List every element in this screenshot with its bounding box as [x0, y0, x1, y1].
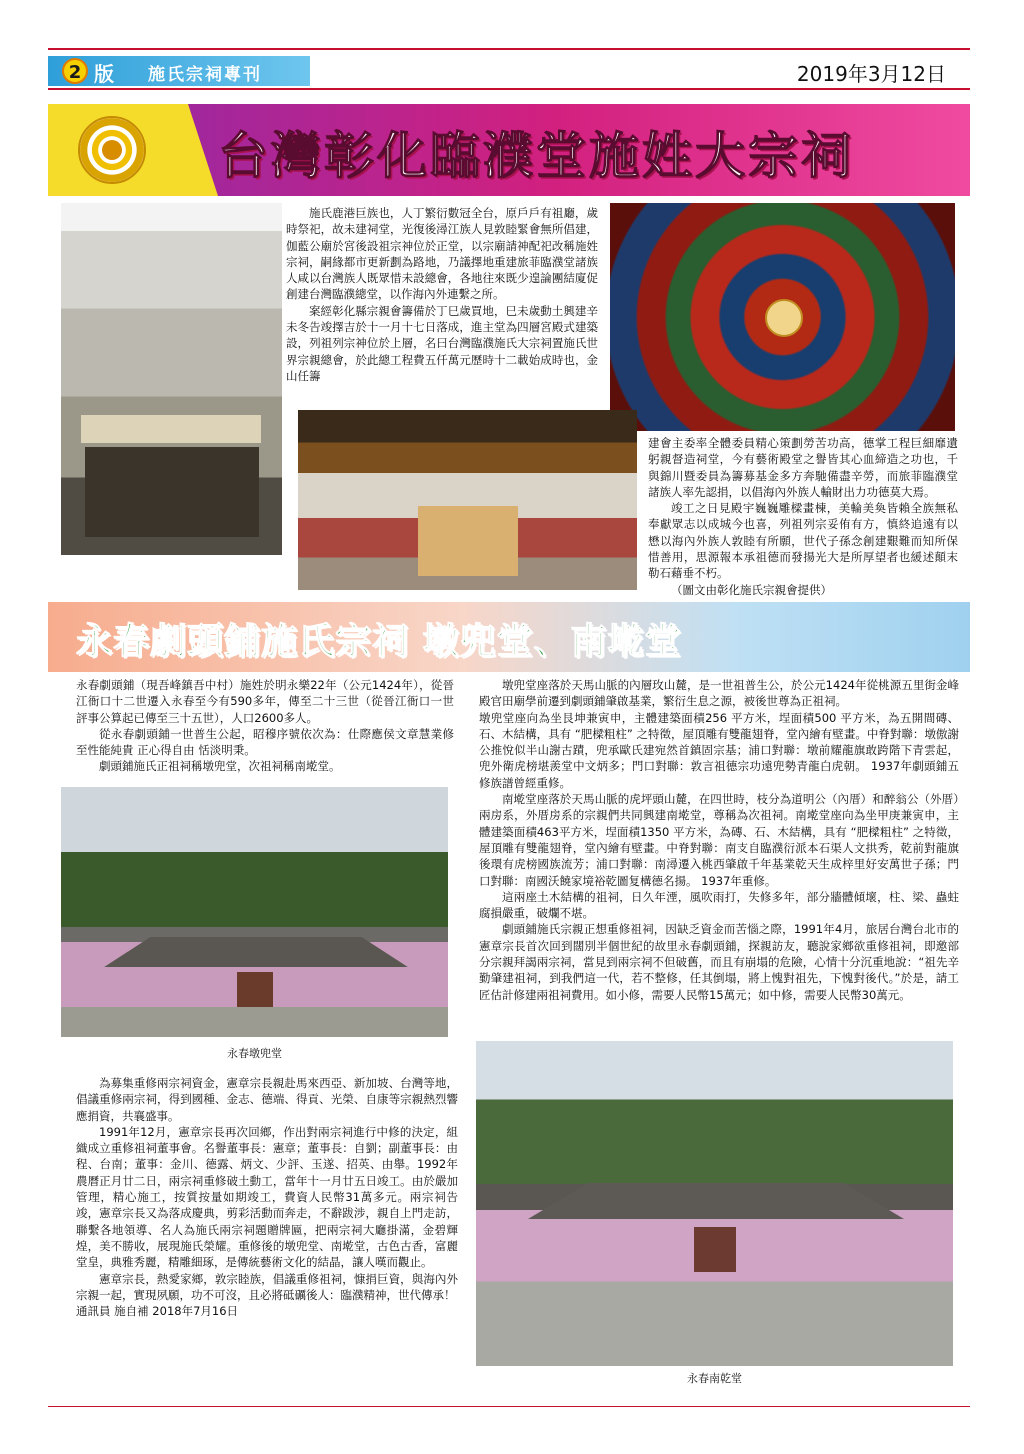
hall-interior-photo — [298, 410, 637, 590]
ceiling-medallion — [765, 299, 803, 337]
section1-banner — [48, 104, 970, 196]
section2-paragraph: 劇頭鋪施氏正祖祠稱墩兜堂，次祖祠稱南墘堂。 — [99, 759, 341, 774]
section2-right-column — [479, 677, 959, 1003]
clan-emblem-icon — [78, 116, 146, 184]
top-rule — [48, 48, 970, 50]
section1-text-column-2 — [648, 435, 958, 598]
article-signature: 通訊員 施自補 2018年7月16日 — [76, 1304, 239, 1319]
temple-roof — [516, 1183, 916, 1219]
page-number-badge: 2 — [62, 58, 88, 84]
section2-paragraph: 為募集重修兩宗祠資金，憲章宗長親赴馬來西亞、新加坡、台灣等地，倡議重修兩宗祠，得到國種、金志、德端、得貢、光榮、自康等宗親熱烈響應捐資，共襄盛事。 — [76, 1076, 458, 1123]
section2-left-body — [76, 1075, 458, 1319]
section2-left-intro — [76, 677, 454, 775]
section2-paragraph: 從永春劇頭鋪一世普生公起，昭穆序號依次為：仕際應侯文章慧業修 至性能純貴 正心得自由 恬淡明秉。 — [76, 726, 454, 758]
section1-text-column-1 — [286, 205, 598, 384]
section2-paragraph: 永春劇頭鋪（現吾峰鎮吾中村）施姓於明永樂22年（公元1424年），從晉江衙口十二世遷入永春至今有590多年，傳至二十三世（從晉江衙口一世評事公算起已傳至三十五世），人口2600多人。 — [76, 678, 454, 725]
nanqiantang-photo — [476, 1041, 953, 1366]
header-rule — [48, 88, 970, 90]
issue-date: 2019年3月12日 — [796, 62, 946, 86]
section1-paragraph: 竣工之日見殿宇巍巍雕樑畫棟，美輪美奐皆賴全族無私奉獻眾志以成城今也喜，列祖列宗妥侑有方，慎終追遠有以懋以海內外族人敦睦有所願，世代子孫念創建艱難而知所保惜善用，思源報本承祖德而發揚光大是所厚望者也緩述顛末勒石藉垂不朽。 — [648, 501, 958, 581]
emblem-center — [102, 140, 122, 160]
hall-entrance — [85, 447, 259, 537]
section1-paragraph: 施氏鹿港巨族也，人丁繁衍數冠全台，原戶戶有祖廳，歲時祭祀，故未建祠堂，光復後潯江族人見敦睦緊會無所倡建，伽藍公廟於宮後設祖宗神位於正堂，以宗廟請神配祀改稱施姓宗祠，嗣緣都市更新劃為路地，乃議擇地重建旅菲臨濮堂諸族人咸以台灣族人既眾惜未設總會，各地往來既少遑論團結廈促創建台灣臨濮總堂，以作海內外連繫之所。 — [286, 206, 598, 302]
section1-credit: （圖文由彰化施氏宗親會提供） — [671, 582, 832, 597]
edition-label: 版 — [94, 62, 114, 86]
section2-paragraph: 劇頭鋪施氏宗親正想重修祖祠，因缺乏資金而苦惱之際，1991年4月，旅居台灣台北市的憲章宗長首次回到闊別半個世紀的故里永春劇頭鋪，探親訪友，聽說家鄉欲重修祖祠，即邀部分宗親拜謁兩宗祠，當見到兩宗祠不但破舊，而且有崩塌的危險，心情十分沉重地說：“祖先辛勤肇建祖祠，到我們這一代，若不整修，任其倒塌，將上愧對祖先，下愧對後代。”於是，請工匠估計修建兩祖祠費用。如小修，需要人民幣15萬元；如中修，需要人民幣30萬元。 — [479, 922, 959, 1002]
dunertang-caption: 永春墩兜堂 — [227, 1047, 282, 1060]
section1-title: 台灣彰化臨濮堂施姓大宗祠 — [218, 127, 854, 185]
temple-roof — [91, 937, 421, 967]
header-ribbon — [48, 56, 310, 86]
temple-door — [694, 1227, 736, 1272]
ancestral-hall-facade-photo — [61, 203, 282, 555]
bottom-rule — [48, 1406, 970, 1407]
publication-title: 施氏宗祠專刊 — [148, 65, 262, 85]
section2-paragraph: 墩兜堂座向為坐艮坤兼寅申，主體建築面積256 平方米，埕面積500 平方米，為五開間磚、石、木結構，具有 “肥樑粗柱” 之特徵，屋頂雕有雙龍翅脊，堂內繪有壁畫。中脊對聯：墩傲謝公推悅似半山謝古蹟，兜承歐氏建宛然首鎮固宗基；浦口對聯：墩前耀龍旗敢跨階下青雲起，兜外衛虎榜堪羨堂中文炳多；門口對聯：敦言祖德宗功遠兜勢青龍白虎朝。 1937年劇頭鋪五修族譜曾經重修。 — [479, 710, 959, 790]
nanqiantang-caption: 永春南乾堂 — [687, 1372, 742, 1385]
section2-paragraph: 1991年12月，憲章宗長再次回鄉，作出對兩宗祠進行中修的決定，組織成立重修祖祠董事會。名譽董事長：憲章；董事長：自劉；副董事長：由程、台南；董事：金川、德露、炳文、少評、玉遂、招英、由舉。1992年農曆正月廿二日，兩宗祠重修破土動工，當年十一月廿五日竣工。由於嚴加管理，精心施工，按質按量如期竣工，費資人民幣31萬多元。兩宗祠告竣，憲章宗長又為落成慶典，剪彩活動而奔走，不辭跋涉，親自上門走訪，聯繫各地領導、名人為施氏兩宗祠題贈牌匾，把兩宗祠大廳掛滿，金碧輝煌，美不勝收，展現施氏榮耀。重修後的墩兜堂、南墘堂，古色古香，富麗堂皇，典雅秀麗，精雕細琢，是傳統藝術文化的結晶，讓人嘆而觀止。 — [76, 1124, 458, 1270]
section2-paragraph: 這兩座土木結構的祖祠，日久年湮，風吹雨打，失修多年，部分牆體傾壞，柱、梁、蟲蛀腐損嚴重，破爛不堪。 — [479, 889, 959, 921]
section1-paragraph: 建會主委率全體委員精心策劃勞苦功高，德掌工程巨細靡遺躬親督造祠堂，今有藝術殿堂之譽皆其心血締造之功也，千與錦川暨委員為籌募基金多方奔馳備盡辛勞，而旅菲臨濮堂諸族人率先認捐，以倡海內外族人輸財出力功德莫大焉。 — [648, 436, 958, 499]
altar — [418, 506, 518, 576]
section2-paragraph: 南墘堂座落於天馬山脈的虎坪頭山麓，在四世時，枝分為道明公（內厝）和醉翁公（外厝）兩房系，外厝房系的宗親們共同興建南墘堂，尊稱為次祖祠。南墘堂座向為坐甲庚兼寅申，主體建築面積463平方米，埕面積1350 平方米，為磚、石、木結構，具有 “肥樑粗柱” 之特徵，屋頂雕有雙龍翅脊，堂內繪有壁畫。中脊對聯：南支自臨濮衍派本石渠人文拱秀，乾前對龍旗後環有虎榜國族流芳；浦口對聯：南潯遷入桃西肇啟千年基業乾天生成梓里好安萬世子孫；門口對聯：南國沃饒家境裕乾圖复構德名揚。 1937年重修。 — [479, 792, 959, 888]
section2-banner — [48, 602, 970, 672]
section2-paragraph: 墩兜堂座落於天馬山脈的內層玫山麓，是一世祖普生公，於公元1424年從桃源五里街金峰殿官田廟學前遷到劇頭鋪肇啟基業，繁衍生息之源，被後世尊為正祖祠。 — [479, 678, 959, 709]
section1-paragraph: 案經彰化縣宗親會籌備於丁巳歲買地，巳未歲動土興建辛未冬告竣擇吉於十一月十七日落成，進主堂為四層宮殿式建築設，列祖列宗神位於上層，名曰台灣臨濮施氏大宗祠置施氏世界宗親總會，於此總工程費五仟萬元歷時十二載始成時也，金山任籌 — [286, 303, 598, 383]
section2-title: 永春劇頭鋪施氏宗祠 墩兜堂、南墘堂 — [76, 621, 682, 662]
dunertang-photo — [61, 787, 448, 1037]
section2-paragraph: 憲章宗長，熱愛家鄉，敦宗睦族，倡議重修祖祠，慷捐巨資，與海內外宗親一起，實現夙願，功不可沒，且必將砥礪後人：臨濮精神，世代傳承！ — [76, 1271, 458, 1302]
ornate-ceiling-photo — [610, 203, 955, 431]
temple-door — [237, 972, 273, 1007]
page-header — [48, 56, 970, 86]
hall-plaque — [81, 415, 261, 443]
